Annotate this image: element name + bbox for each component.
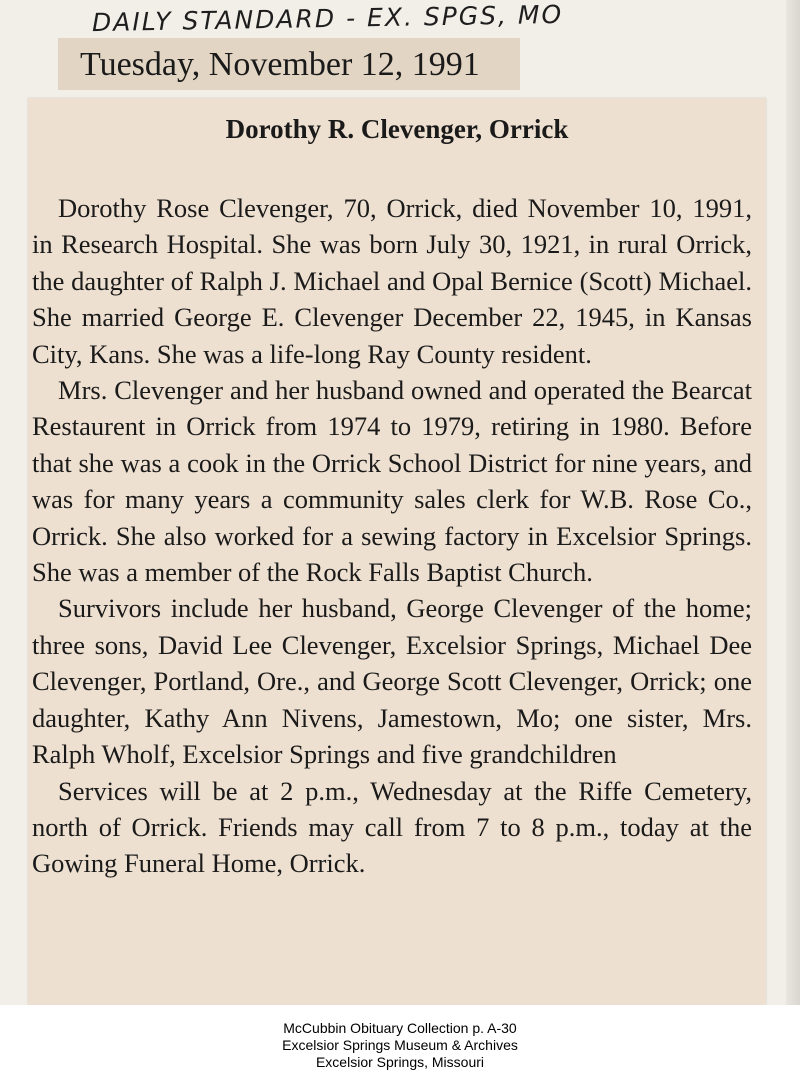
clipping-date: Tuesday, November 12, 1991 [80, 46, 480, 83]
caption-location: Excelsior Springs, Missouri [315, 1054, 485, 1070]
archive-caption [0, 1020, 800, 1071]
paragraph-services: Services will be at 2 p.m., Wednesday at the Riffe Cemetery, north of Orrick. Friends may call from 7 to 8 p.m., today at the Gowing Funeral Home, Orrick. [32, 775, 752, 879]
obituary-body [32, 190, 752, 882]
handwritten-source-note: DAILY STANDARD - EX. SPGS, MO [91, 0, 564, 38]
paragraph-career: Mrs. Clevenger and her husband owned and operated the Bearcat Restaurent in Orrick from 1974 to 1979, retiring in 1980. Before that she was a cook in the Orrick School District for nine years, and was for many years a community sales clerk for W.B. Rose Co., Orrick. She also worked for a sewing factory in Excelsior Springs. She was a member of the Rock Falls Baptist Church. [32, 375, 752, 588]
caption-collection: McCubbin Obituary Collection p. A-30 [283, 1020, 517, 1036]
paragraph-survivors: Survivors include her husband, George Clevenger of the home; three sons, David Lee Clevenger, Excelsior Springs, Michael Dee Clevenger, Portland, Ore., and George Scott Clevenger, Orrick; one daughter, Kathy Ann Nivens, Jamestown, Mo; one sister, Mrs. Ralph Wholf, Excelsior Springs and five grandchildren [32, 593, 752, 770]
paragraph-biography: Dorothy Rose Clevenger, 70, Orrick, died November 10, 1991, in Research Hospital. She was born July 30, 1921, in rural Orrick, the daughter of Ralph J. Michael and Opal Bernice (Scott) Michael. She married George E. Clevenger December 22, 1945, in Kansas City, Kans. She was a life-long Ray County resident. [32, 193, 752, 369]
page-edge-shadow [786, 0, 800, 1005]
obituary-headline: Dorothy R. Clevenger, Orrick [225, 114, 569, 144]
caption-museum: Excelsior Springs Museum & Archives [282, 1037, 518, 1053]
